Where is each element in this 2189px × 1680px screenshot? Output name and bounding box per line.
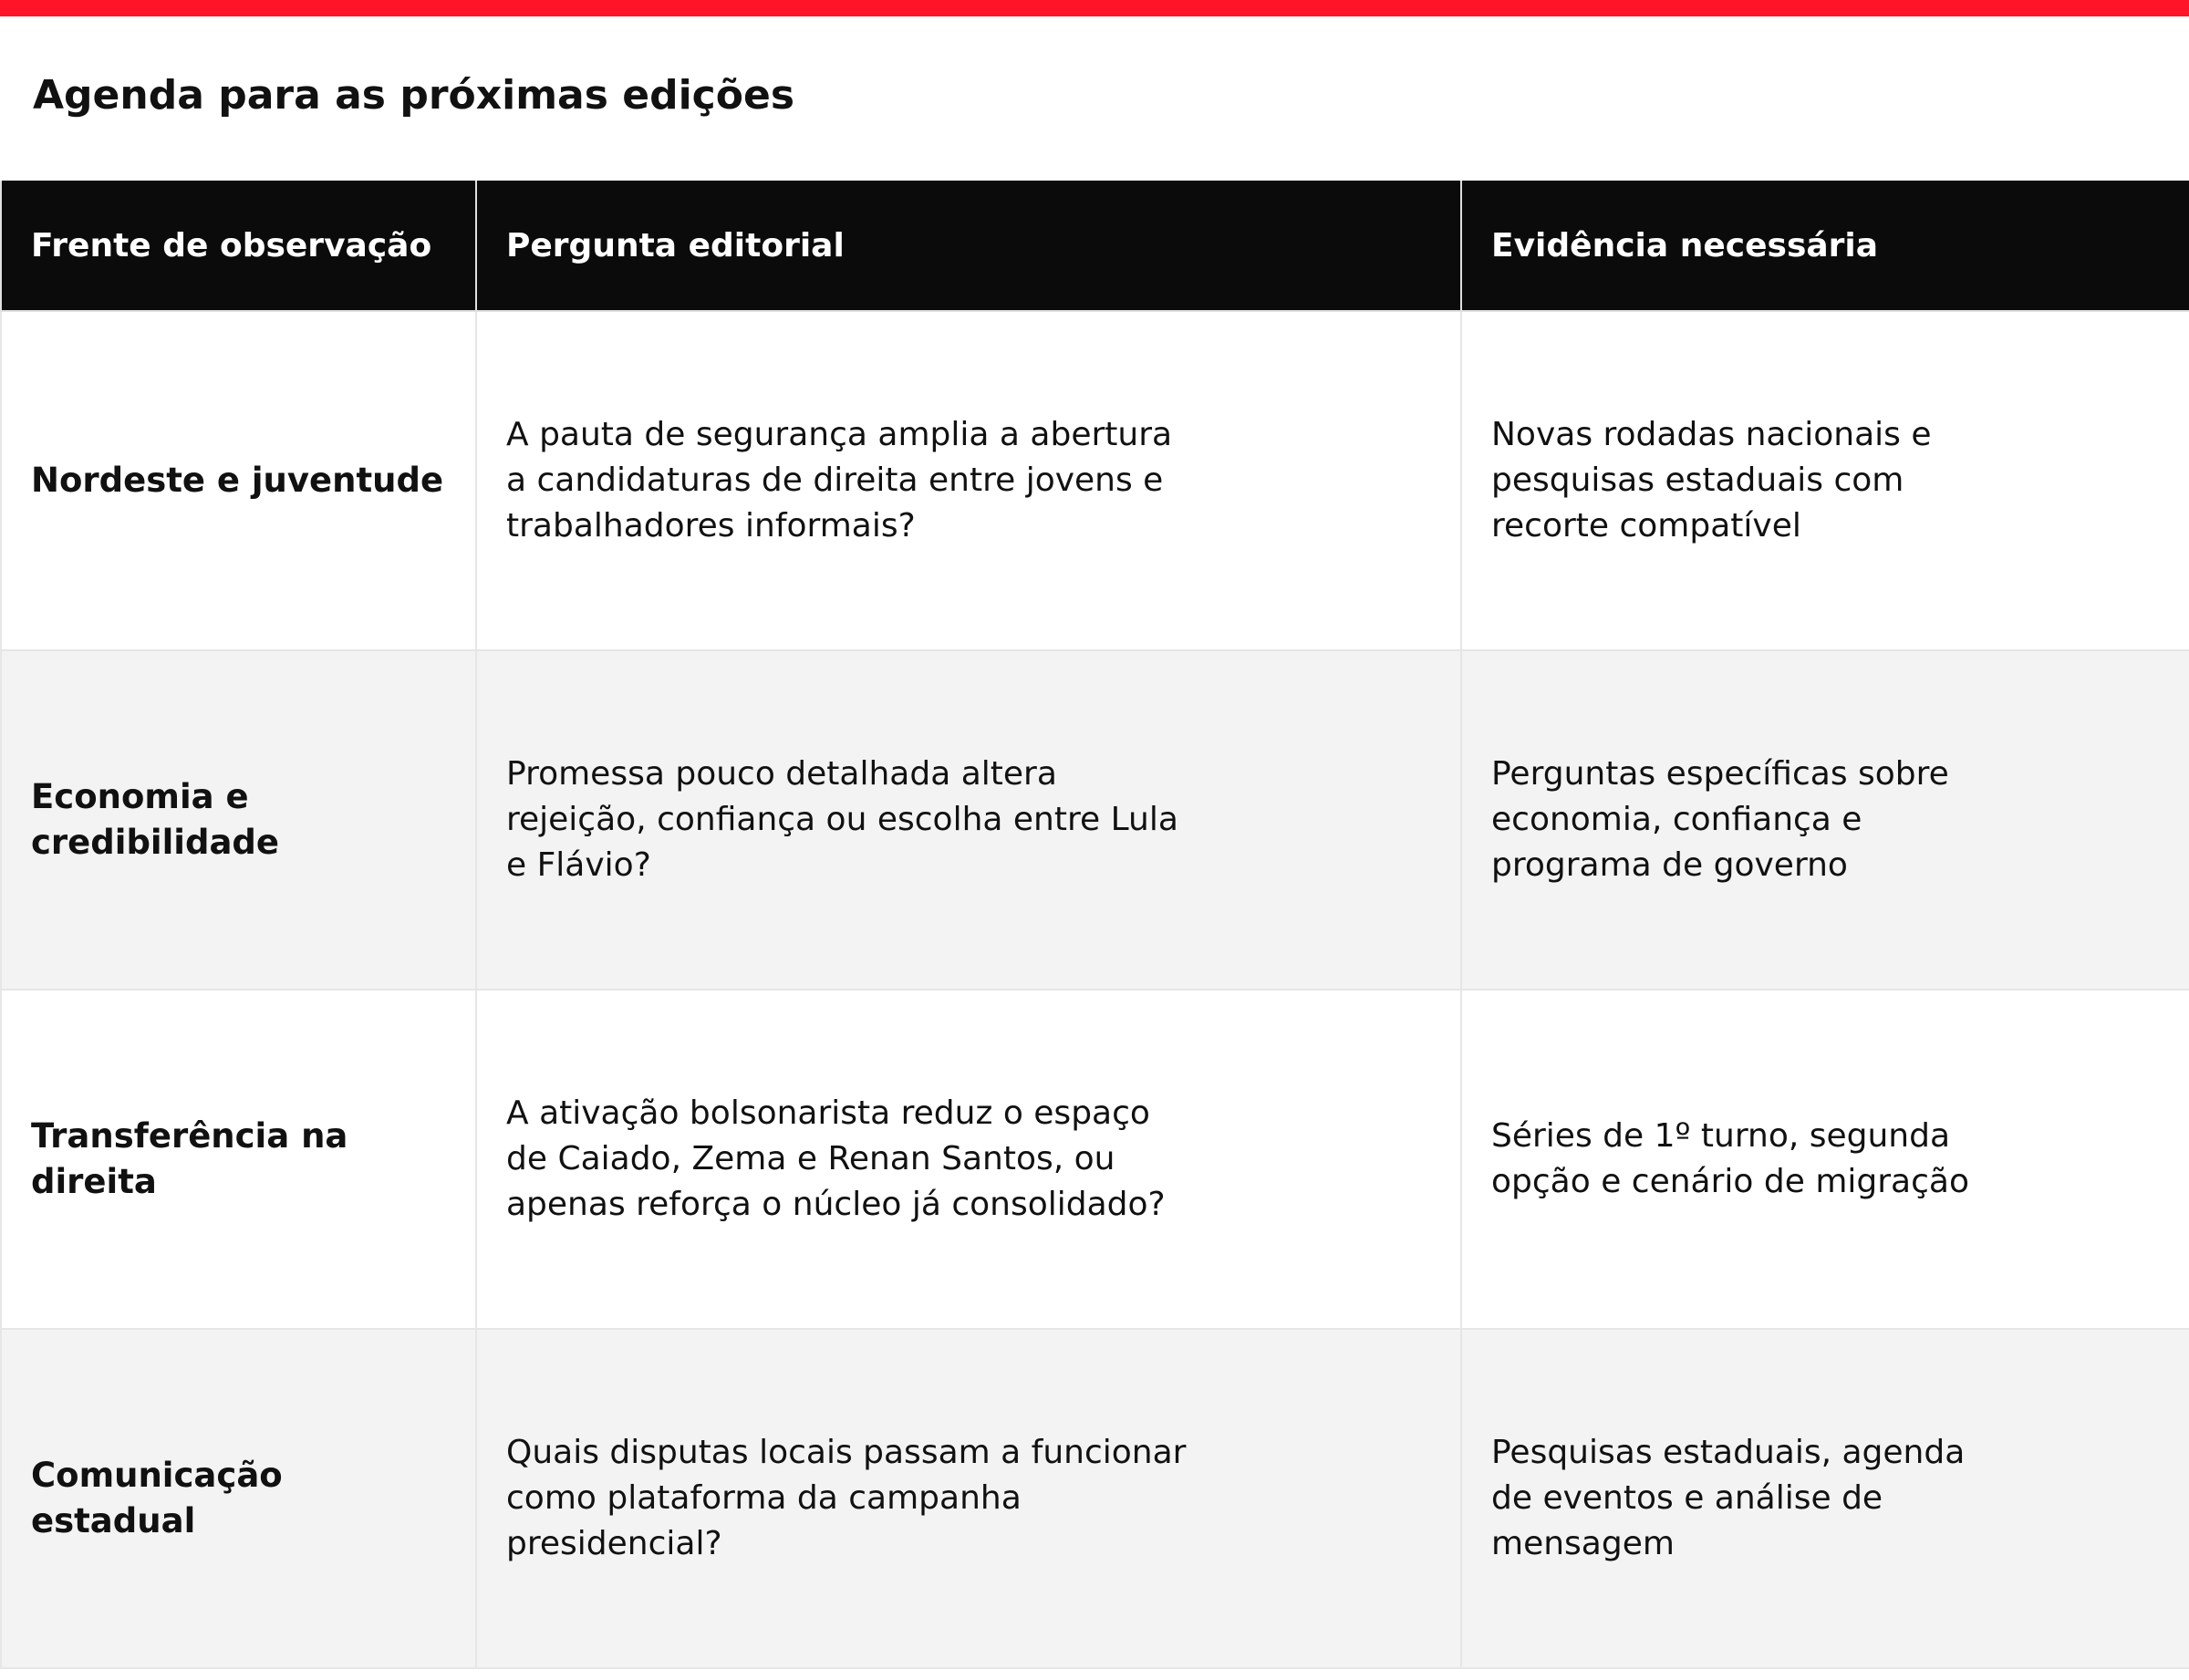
- evidence-cell: [1461, 311, 2189, 650]
- column-header-evidence: Evidência necessária: [1461, 181, 2189, 311]
- accent-bar: [0, 0, 2189, 16]
- question-text: Quais disputas locais passam a funcionar como plataforma da campanha presidencial?: [506, 1434, 1187, 1562]
- front-text: Nordeste e juventude: [31, 461, 444, 500]
- front-cell: [1, 650, 476, 990]
- evidence-cell: [1461, 650, 2189, 990]
- table-row: [1, 650, 2189, 990]
- evidence-text: Pesquisas estaduais, agenda de eventos e análise de mensagem: [1491, 1434, 1966, 1562]
- front-cell: [1, 311, 476, 650]
- front-cell: [1, 990, 476, 1329]
- question-text: A ativação bolsonarista reduz o espaço de Caiado, Zema e Renan Santos, ou apenas reforça o núcleo já consolidado?: [506, 1094, 1166, 1223]
- evidence-text: Novas rodadas nacionais e pesquisas estaduais com recorte compatível: [1491, 416, 1932, 544]
- evidence-text: Perguntas específicas sobre economia, confiança e programa de governo: [1491, 755, 1949, 884]
- question-text: Promessa pouco detalhada altera rejeição, confiança ou escolha entre Lula e Flávio?: [506, 755, 1178, 884]
- table-header-row: [1, 181, 2189, 311]
- column-header-front: Frente de observação: [1, 181, 476, 311]
- table-row: [1, 990, 2189, 1329]
- front-text: Transferência na direita: [31, 1116, 348, 1201]
- evidence-text: Séries de 1º turno, segunda opção e cenário de migração: [1491, 1117, 1969, 1200]
- page-title: Agenda para as próximas edições: [33, 72, 795, 119]
- front-cell: [1, 1329, 476, 1668]
- question-cell: [476, 990, 1461, 1329]
- evidence-cell: [1461, 990, 2189, 1329]
- question-cell: [476, 650, 1461, 990]
- front-text: Economia e credibilidade: [31, 777, 280, 862]
- table-row: [1, 311, 2189, 650]
- front-text: Comunicação estadual: [31, 1456, 283, 1540]
- column-header-question: Pergunta editorial: [476, 181, 1461, 311]
- evidence-cell: [1461, 1329, 2189, 1668]
- table-row: [1, 1329, 2189, 1668]
- question-cell: [476, 311, 1461, 650]
- question-cell: [476, 1329, 1461, 1668]
- agenda-table: [0, 181, 2189, 1669]
- question-text: A pauta de segurança amplia a abertura a candidaturas de direita entre jovens e trabalhadores informais?: [506, 416, 1173, 544]
